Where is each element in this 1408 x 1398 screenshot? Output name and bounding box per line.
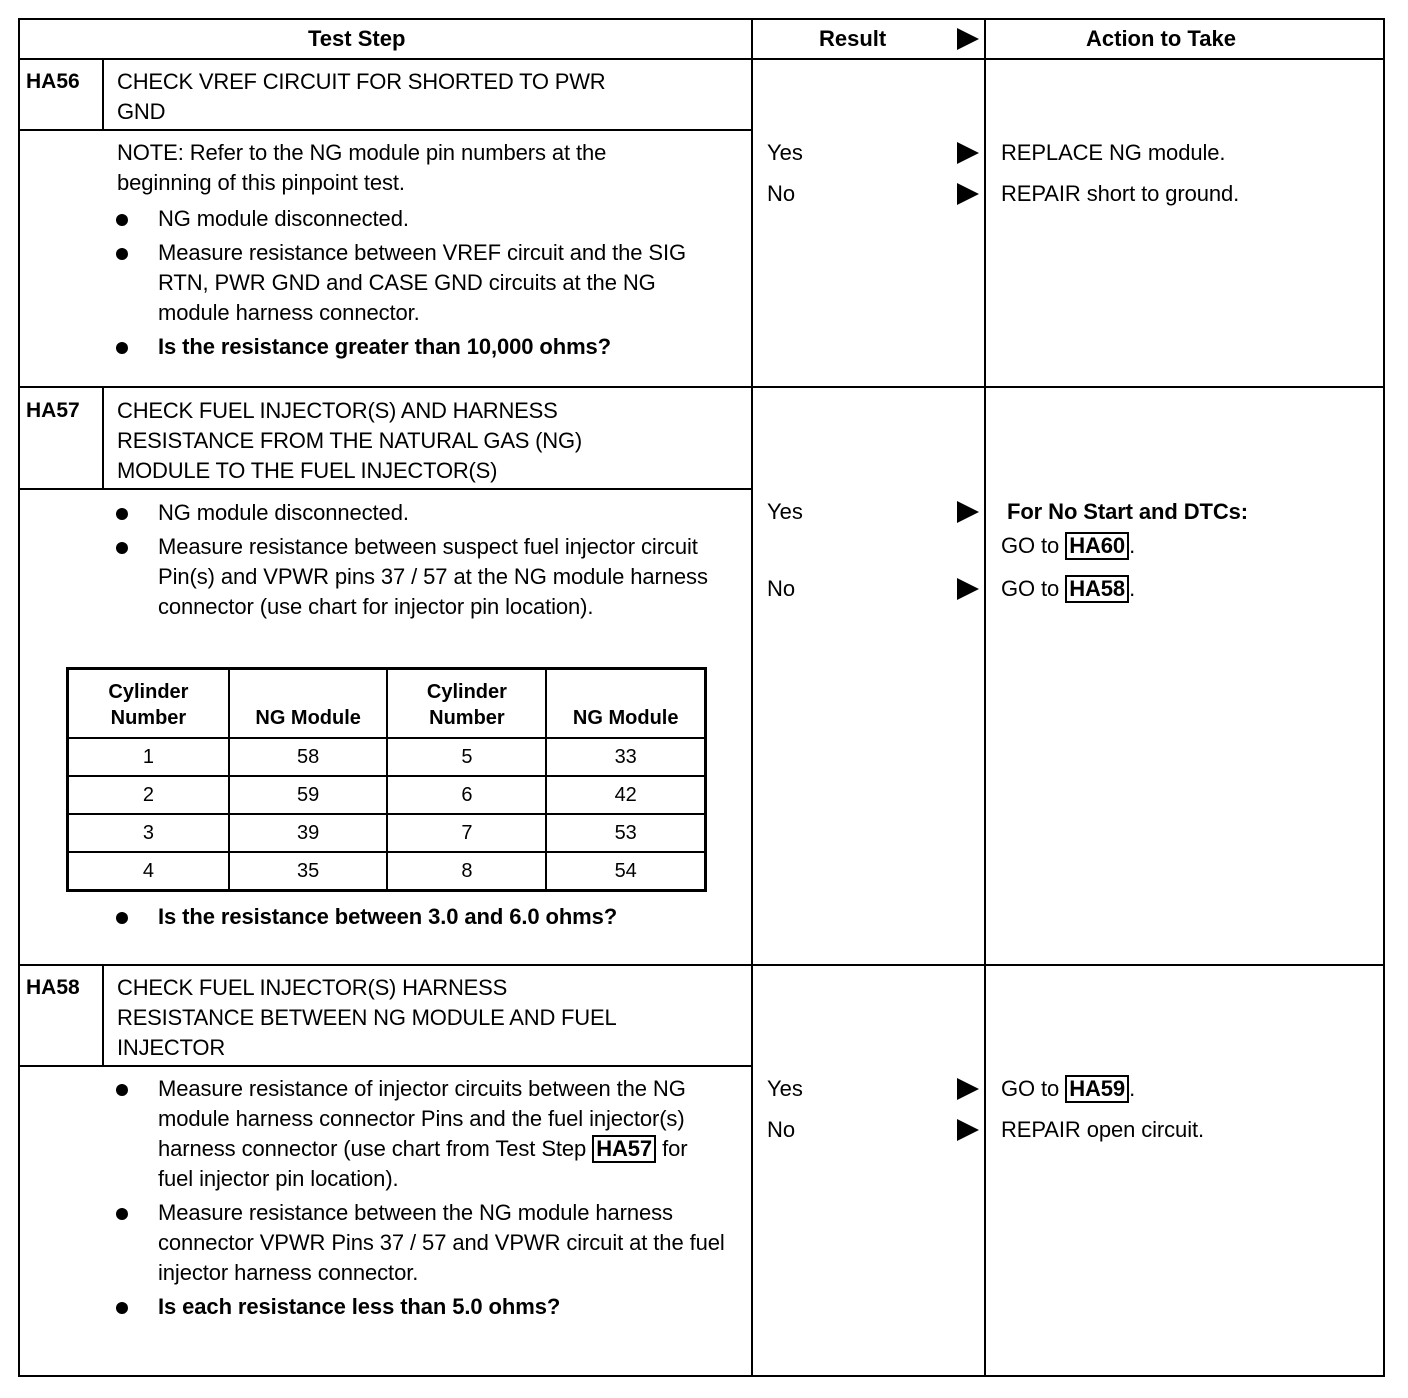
action-ha56-yes: REPLACE NG module. [1001,140,1226,165]
step-id-divider [102,58,104,131]
col-header: Cylinder Number [68,669,229,739]
step-ref-link[interactable]: HA57 [592,1135,656,1163]
table-cell: 8 [387,852,546,891]
step-ref-link[interactable]: HA60 [1065,532,1129,560]
arrow-icon [957,142,979,164]
table-cell: 53 [546,814,705,852]
table-cell: 58 [229,738,388,776]
table-cell: 6 [387,776,546,814]
bullet-item: NG module disconnected. [116,498,726,528]
step-question-ha57 [116,902,726,936]
table-cell: 35 [229,852,388,891]
table-cell: 2 [68,776,229,814]
table-cell: 4 [68,852,229,891]
arrow-icon [957,1119,979,1141]
action-ha58-yes: GO to HA59 . [1001,1076,1136,1101]
table-cell: 59 [229,776,388,814]
header-arrow-icon [957,28,979,50]
bullet-item: Measure resistance between VREF circuit and the SIG RTN, PWR GND and CASE GND circuits at the NG module harness connector. [116,238,726,328]
col-header: Cylinder Number [387,669,546,739]
step-title-divider [18,1065,752,1067]
table-row [68,814,706,852]
bullet-item: Measure resistance between suspect fuel injector circuit Pin(s) and VPWR pins 37 / 57 at the NG module harness connector (use chart for injector pin location). [116,532,726,622]
bullet-question: Is the resistance between 3.0 and 6.0 ohms? [116,902,726,932]
step-bullets-ha56 [116,204,726,366]
bullet-item: NG module disconnected. [116,204,726,234]
column-divider-result [751,18,753,1377]
step-title-ha57: CHECK FUEL INJECTOR(S) AND HARNESS RESISTANCE FROM THE NATURAL GAS (NG) MODULE TO THE FUEL INJECTOR(S) [117,398,583,483]
table-row [68,776,706,814]
arrow-icon [957,1078,979,1100]
action-ha57-no: GO to HA58 . [1001,576,1136,601]
result-yes: Yes [767,499,803,524]
step-bullets-ha58 [116,1074,726,1326]
bullet-question: Is each resistance less than 5.0 ohms? [116,1292,726,1322]
step-divider [18,386,1385,388]
table-row [68,738,706,776]
header-test-step: Test Step [308,26,406,51]
table-cell: 42 [546,776,705,814]
table-cell: 5 [387,738,546,776]
step-title-divider [18,129,752,131]
bullet-question: Is the resistance greater than 10,000 ohms? [116,332,726,362]
table-cell: 39 [229,814,388,852]
step-bullets-ha57 [116,498,726,626]
bullet-item: Measure resistance between the NG module harness connector VPWR Pins 37 / 57 and VPWR circuit at the fuel injector harness connector. [116,1198,726,1288]
step-ref-link[interactable]: HA59 [1065,1075,1129,1103]
result-no: No [767,181,796,206]
header-divider [18,58,1385,60]
action-heading: For No Start and DTCs: [1007,499,1249,524]
col-header: NG Module [229,669,388,739]
action-ha58-no: REPAIR open circuit. [1001,1117,1205,1142]
arrow-icon [957,501,979,523]
header-result: Result [819,26,887,51]
step-id-divider [102,386,104,490]
col-header: NG Module [546,669,705,739]
table-cell: 3 [68,814,229,852]
step-note-ha56: NOTE: Refer to the NG module pin numbers at the beginning of this pinpoint test. [117,140,607,195]
result-no: No [767,1117,796,1142]
result-yes: Yes [767,1076,803,1101]
result-no: No [767,576,796,601]
action-ha56-no: REPAIR short to ground. [1001,181,1240,206]
step-divider [18,964,1385,966]
table-cell: 33 [546,738,705,776]
step-title-ha58: CHECK FUEL INJECTOR(S) HARNESS RESISTANCE BETWEEN NG MODULE AND FUEL INJECTOR [117,975,617,1060]
step-ref-link[interactable]: HA58 [1065,575,1129,603]
step-title-ha56: CHECK VREF CIRCUIT FOR SHORTED TO PWR GND [117,69,606,124]
arrow-icon [957,578,979,600]
header-action: Action to Take [1086,26,1236,51]
column-divider-action [984,18,986,1377]
table-cell: 54 [546,852,705,891]
step-id-ha56: HA56 [26,70,80,93]
table-row [68,852,706,891]
arrow-icon [957,183,979,205]
bullet-item: Measure resistance of injector circuits between the NG module harness connector Pins and the fuel injector(s) harness connector (use chart from Test Step HA57 for fuel injector pin location). [116,1074,726,1194]
action-prefix: GO to [1001,1076,1060,1101]
result-yes: Yes [767,140,803,165]
action-prefix: GO to [1001,576,1060,601]
action-prefix: GO to [1001,533,1060,558]
step-id-ha57: HA57 [26,399,80,422]
table-cell: 1 [68,738,229,776]
step-id-divider [102,964,104,1067]
step-id-ha58: HA58 [26,976,80,999]
action-ha57-yes: For No Start and DTCs: GO to HA60 . [1001,499,1249,558]
step-title-divider [18,488,752,490]
injector-pin-table [66,667,707,892]
table-cell: 7 [387,814,546,852]
